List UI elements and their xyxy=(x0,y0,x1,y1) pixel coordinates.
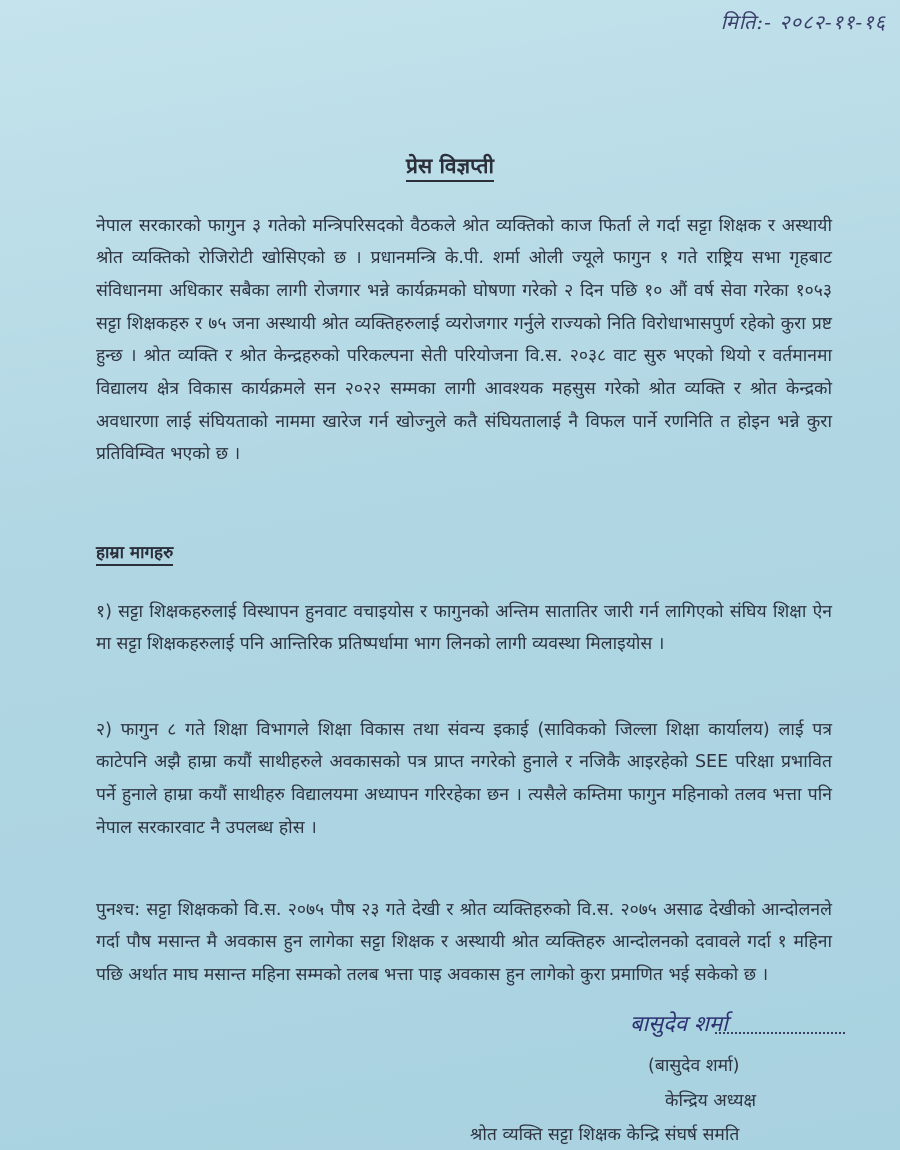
demands-heading: हाम्रा मागहरु xyxy=(96,540,173,566)
signatory-organization: श्रोत व्यक्ति सट्टा शिक्षक केन्द्रि संघर्ष समति xyxy=(470,1125,740,1145)
signature-dotted-line xyxy=(715,1032,845,1034)
signatory-name: (बासुदेव शर्मा) xyxy=(648,1056,740,1076)
page-title: प्रेस विज्ञप्ती xyxy=(406,154,494,182)
signatory-role: केन्द्रिय अध्यक्ष xyxy=(665,1091,757,1111)
demand-item-2: २) फागुन ८ गते शिक्षा विभागले शिक्षा विकास तथा संवन्य इकाई (साविकको जिल्ला शिक्षा कार्यालय) लाई पत्र काटेपनि अझै हाम्रा कयौं साथीहरुले अवकासको पत्र प्राप्त नगरेको हुनाले र नजिकै आइरहेको SEE परिक्षा प्रभावित पर्ने हुनाले हाम्रा कयौं साथीहरु विद्यालयमा अध्यापन गरिरहेका छन । त्यसैले कम्तिमा फागुन महिनाको तलव भत्ता पनि नेपाल सरकारवाट नै उपलब्ध होस । xyxy=(96,719,832,838)
demand-item-1: १) सट्टा शिक्षकहरुलाई विस्थापन हुनवाट वचाइयोस र फागुनको अन्तिम सातातिर जारी गर्न लागिएको संघिय शिक्षा ऐन मा सट्टा शिक्षकहरुलाई पनि आन्तिरिक प्रतिष्पर्धामा भाग लिनको लागी व्यवस्था मिलाइयोस । xyxy=(96,601,832,655)
postscript-paragraph: पुनश्च: सट्टा शिक्षकको वि.स. २०७५ पौष २३ गते देखी र श्रोत व्यक्तिहरुको वि.स. २०७५ असाढ देखीको आन्दोलनले गर्दा पौष मसान्त मै अवकास हुन लागेका सट्टा शिक्षक र अस्थायी श्रोत व्यक्तिहरु आन्दोलनको दवावले गर्दा १ महिना पछि अर्थात माघ मसान्त महिना सम्मको तलब भत्ता पाइ अवकास हुन लागेको कुरा प्रमाणित भई सकेको छ । xyxy=(96,899,832,985)
title-block xyxy=(0,152,900,180)
handwritten-date: मिति:- २०८२-११-१६ xyxy=(720,10,886,34)
body-paragraph: नेपाल सरकारको फागुन ३ गतेको मन्त्रिपरिसदको वैठकले श्रोत व्यक्तिको काज फिर्ता ले गर्दा सट्टा शिक्षक र अस्थायी श्रोत व्यक्तिको रोजिरोटी खोसिएको छ । प्रधानमन्त्रि के.पी. शर्मा ओली ज्यूले फागुन १ गते राष्ट्रिय सभा गृहबाट संविधानमा अधिकार सबैका लागी रोजगार भन्ने कार्यक्रमको घोषणा गरेको २ दिन पछि १० औं वर्ष सेवा गरेका १०५३ सट्टा शिक्षकहरु र ७५ जना अस्थायी श्रोत व्यक्तिहरुलाई व्यरोजगार गर्नुले राज्यको निति विरोधाभासपुर्ण रहेको कुरा प्रष्ट हुन्छ । श्रोत व्यक्ति र श्रोत केन्द्रहरुको परिकल्पना सेती परियोजना वि.स. २०३८ वाट सुरु भएको थियो र वर्तमानमा विद्यालय क्षेत्र विकास कार्यक्रमले सन २०२२ सम्मका लागी आवश्यक महसुस गरेको श्रोत व्यक्ति र श्रोत केन्द्रको अवधारणा लाई संघियताको नाममा खारेज गर्न खोज्नुले कतै संघियतालाई नै विफल पार्ने रणनिति त होइन भन्ने कुरा प्रतिविम्वित भएको छ । xyxy=(96,215,832,465)
signature-scrawl: बासुदेव शर्मा xyxy=(630,1012,728,1037)
